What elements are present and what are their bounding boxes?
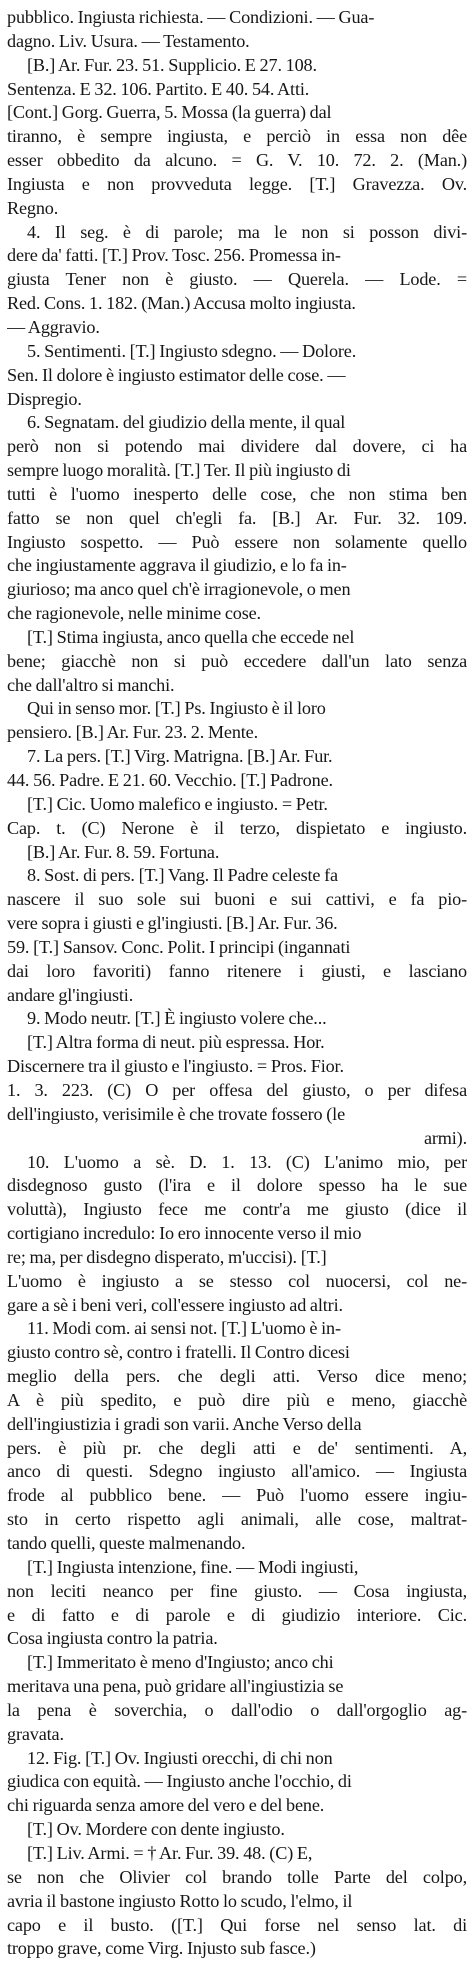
- text-line: dere da' fatti. [T.] Prov. Tosc. 256. Promessa in-: [7, 245, 341, 266]
- text-line: pers. è più pr. che degli atti e de' sentimenti. A,: [7, 1437, 467, 1458]
- text-line: Cap. t. (C) Nerone è il terzo, dispietato e ingiusto.: [7, 817, 467, 838]
- text-line: vere sopra i giusti e gl'ingiusti. [B.] Ar. Fur. 36.: [7, 913, 338, 934]
- text-line: 9. Modo neutr. [T.] È ingiusto volere che...: [27, 1008, 327, 1029]
- text-line: 11. Modi com. ai sensi not. [T.] L'uomo è in-: [27, 1318, 341, 1339]
- text-line: dell'ingiustizia i gradi son varii. Anche Verso della: [7, 1413, 362, 1434]
- text-line: bene; giacchè non si può eccedere dall'un lato senza: [7, 650, 467, 671]
- text-line: dagno. Liv. Usura. — Testamento.: [7, 30, 250, 51]
- text-line: [T.] Ov. Mordere con dente ingiusto.: [27, 1819, 285, 1840]
- text-line: dell'ingiusto, verisimile è che trovate fossero (le: [7, 1103, 345, 1124]
- text-line: e di fatto e di parole e di giudizio interiore. Cic.: [7, 1604, 467, 1625]
- text-line: 59. [T.] Sansov. Conc. Polit. I principi (ingannati: [7, 936, 351, 957]
- text-line: avria il bastone ingiusto Rotto lo scudo, l'elmo, il: [7, 1890, 353, 1911]
- text-line: la pena è soverchia, o dall'odio o dall'orgoglio ag-: [7, 1699, 467, 1720]
- text-line: [T.] Ingiusta intenzione, fine. — Modi ingiusti,: [27, 1556, 359, 1577]
- text-line: tutti è l'uomo inesperto delle cose, che non stima ben: [7, 483, 467, 504]
- text-line: 5. Sentimenti. [T.] Ingiusto sdegno. — Dolore.: [27, 340, 357, 361]
- text-line: [T.] Cic. Uomo malefico e ingiusto. = Petr.: [27, 793, 328, 814]
- text-line: 7. La pers. [T.] Virg. Matrigna. [B.] Ar. Fur.: [27, 746, 333, 767]
- text-line: però non si potendo mai dividere dal dovere, ci ha: [7, 436, 467, 457]
- text-line: 6. Segnatam. del giudizio della mente, il qual: [27, 412, 346, 433]
- text-line: sto in certo rispetto agli animali, alle cose, maltrat-: [7, 1509, 467, 1530]
- text-line: disdegnoso gusto (l'ira e il dolore spesso ha le sue: [7, 1175, 467, 1196]
- text-line: [T.] Stima ingiusta, anco quella che eccede nel: [27, 626, 355, 647]
- text-line: meritava una pena, può gridare all'ingiustizia se: [7, 1676, 344, 1697]
- text-line: dai loro favoriti) fanno ritenere i giusti, e lasciano: [7, 960, 467, 981]
- text-line: giusta Tener non è giusto. — Querela. — Lode. =: [7, 269, 467, 290]
- text-line: anco di questi. Sdegno ingiusto all'amico. — Ingiusta: [7, 1461, 467, 1482]
- text-line: giurioso; ma anco quel ch'è irragionevole, o men: [7, 579, 351, 600]
- text-line: armi).: [423, 1127, 467, 1148]
- text-line: Regno.: [7, 197, 59, 218]
- text-line: troppo grave, come Virg. Injusto sub fasce.): [7, 1938, 316, 1959]
- text-line: [Cont.] Gorg. Guerra, 5. Mossa (la guerra) dal: [7, 102, 332, 123]
- text-line: giudica con equità. — Ingiusto anche l'occhio, di: [7, 1771, 352, 1792]
- text-line: L'uomo è ingiusto a se stesso col nuocersi, col ne-: [7, 1270, 467, 1291]
- text-line: 1. 3. 223. (C) O per offesa del giusto, o per difesa: [7, 1079, 467, 1100]
- text-line: Red. Cons. 1. 182. (Man.) Accusa molto ingiusta.: [7, 293, 356, 314]
- text-line: [B.] Ar. Fur. 23. 51. Supplicio. E 27. 108.: [27, 54, 317, 75]
- text-line: gare a sè i beni veri, coll'essere ingiusto ad altri.: [7, 1294, 343, 1315]
- text-line: 12. Fig. [T.] Ov. Ingiusti orecchi, di chi non: [27, 1747, 333, 1768]
- text-line: Ingiusto sospetto. — Può essere non solamente quello: [7, 531, 467, 552]
- text-line: — Aggravio.: [7, 316, 100, 337]
- text-line: Dispregio.: [7, 388, 82, 409]
- text-line: che ingiustamente aggrava il giudizio, e lo fa in-: [7, 555, 347, 576]
- text-line: cortigiano incredulo: Io ero innocente verso il mio: [7, 1223, 362, 1244]
- text-line: frode al pubblico bene. — Può l'uomo essere ingiu-: [7, 1485, 467, 1506]
- text-line: gravata.: [7, 1723, 64, 1744]
- text-line: fatto se non quel ch'egli fa. [B.] Ar. Fur. 32. 109.: [7, 507, 467, 528]
- text-line: 10. L'uomo a sè. D. 1. 13. (C) L'animo mio, per: [27, 1151, 467, 1172]
- text-line: se non che Olivier col brando tolle Parte del colpo,: [7, 1866, 467, 1887]
- text-line: Discernere tra il giusto e l'ingiusto. = Pros. Fior.: [7, 1056, 344, 1077]
- text-line: Qui in senso mor. [T.] Ps. Ingiusto è il loro: [27, 698, 326, 719]
- text-line: [T.] Liv. Armi. = † Ar. Fur. 39. 48. (C) E,: [27, 1842, 313, 1863]
- text-line: che ragionevole, nelle minime cose.: [7, 603, 261, 624]
- text-line: Ingiusta e non provveduta legge. [T.] Gravezza. Ov.: [7, 173, 467, 194]
- text-line: 44. 56. Padre. E 21. 60. Vecchio. [T.] Padrone.: [7, 770, 333, 790]
- text-line: nascere il suo sole sui buoni e sui cattivi, e fa pio-: [7, 889, 467, 910]
- text-line: non leciti neanco per fine giusto. — Cosa ingiusta,: [7, 1580, 467, 1601]
- text-line: sempre luogo moralità. [T.] Ter. Il più ingiusto di: [7, 460, 351, 481]
- text-line: A è più spedito, e può dire più e meno, giacchè: [7, 1389, 467, 1410]
- text-line: esser obbedito da alcuno. = G. V. 10. 72. 2. (Man.): [7, 150, 467, 171]
- text-line: tiranno, è sempre ingiusta, e perciò in essa non dêe: [7, 126, 467, 147]
- text-line: [B.] Ar. Fur. 8. 59. Fortuna.: [27, 841, 220, 862]
- text-line: [T.] Immeritato è meno d'Ingiusto; anco chi: [27, 1652, 334, 1673]
- text-line: Sentenza. E 32. 106. Partito. E 40. 54. Atti.: [7, 78, 310, 99]
- text-line: che dall'altro si manchi.: [7, 674, 175, 695]
- text-line: 8. Sost. di pers. [T.] Vang. Il Padre celeste fa: [27, 865, 338, 886]
- text-line: [T.] Altra forma di neut. più espressa. Hor.: [27, 1032, 325, 1053]
- text-line: pubblico. Ingiusta richiesta. — Condizioni. — Gua-: [7, 7, 375, 27]
- text-line: re; ma, per disdegno disperato, m'uccisi). [T.]: [7, 1246, 327, 1267]
- text-line: meglio della pers. che degli atti. Verso dice meno;: [7, 1366, 467, 1387]
- text-line: giusto contro sè, contro i fratelli. Il Contro dicesi: [7, 1342, 350, 1363]
- text-line: tando quelli, queste malmenando.: [7, 1533, 246, 1553]
- text-line: Cosa ingiusta contro la patria.: [7, 1628, 218, 1649]
- text-line: andare gl'ingiusti.: [7, 984, 134, 1005]
- text-line: capo e il busto. ([T.] Qui forse nel senso lat. di: [7, 1914, 467, 1935]
- text-line: voluttà), Ingiusto fece me contr'a me giusto (dice il: [7, 1199, 467, 1220]
- text-line: 4. Il seg. è di parole; ma le non si posson divi-: [27, 221, 467, 242]
- text-line: pensiero. [B.] Ar. Fur. 23. 2. Mente.: [7, 722, 259, 743]
- text-line: chi riguarda senza amore del vero e del bene.: [7, 1795, 325, 1816]
- text-line: Sen. Il dolore è ingiusto estimator delle cose. —: [7, 364, 346, 385]
